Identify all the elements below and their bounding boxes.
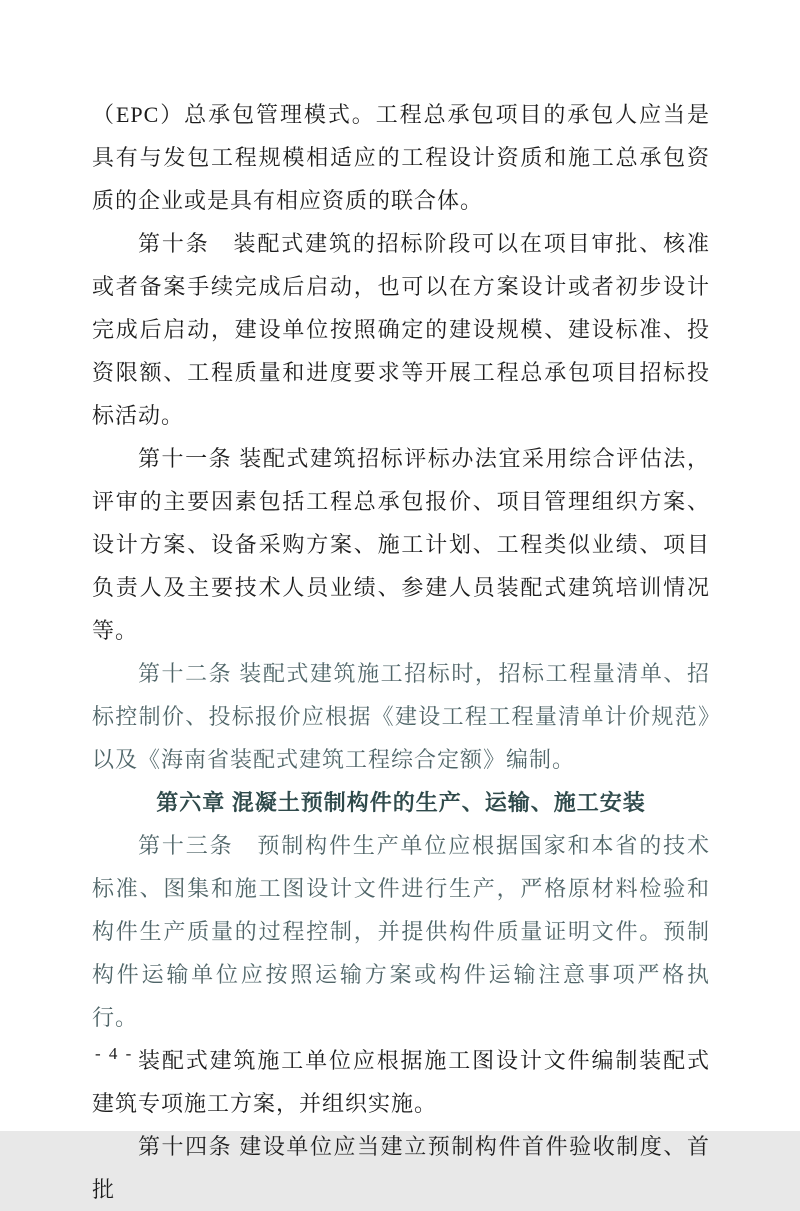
paragraph-article-10: 第十条 装配式建筑的招标阶段可以在项目审批、核准或者备案手续完成后启动，也可以在方案设计或者初步设计完成后启动，建设单位按照确定的建设规模、建设标准、投资限额、工程质量和进度要求等开展工程总承包项目招标投标活动。: [92, 231, 710, 428]
paragraph-article-11: 第十一条 装配式建筑招标评标办法宜采用综合评估法，评审的主要因素包括工程总承包报价、项目管理组织方案、设计方案、设备采购方案、施工计划、工程类似业绩、项目负责人及主要技术人员业绩、参建人员装配式建筑培训情况等。: [92, 446, 710, 643]
paragraph-article-13: 第十三条 预制构件生产单位应根据国家和本省的技术标准、图集和施工图设计文件进行生产，严格原材料检验和构件生产质量的过程控制，并提供构件质量证明文件。预制构件运输单位应按照运输方案或构件运输注意事项严格执行。: [92, 833, 710, 1030]
chapter-6-heading: 第六章 混凝土预制构件的生产、运输、施工安装: [156, 790, 646, 815]
paragraph-epc-continuation: （EPC）总承包管理模式。工程总承包项目的承包人应当是具有与发包工程规模相适应的工程设计资质和施工总承包资质的企业或是具有相应资质的联合体。: [92, 102, 710, 213]
paragraph-article-14: 第十四条 建设单位应当建立预制构件首件验收制度、首批: [92, 1134, 710, 1202]
page-number: - 4 -: [95, 1044, 134, 1063]
document-body: [92, 93, 710, 1211]
paragraph-article-12: 第十二条 装配式建筑施工招标时，招标工程量清单、招标控制价、投标报价应根据《建设工程工程量清单计价规范》以及《海南省装配式建筑工程综合定额》编制。: [92, 661, 710, 772]
paragraph-construction-unit: 装配式建筑施工单位应根据施工图设计文件编制装配式建筑专项施工方案，并组织实施。: [92, 1048, 710, 1116]
